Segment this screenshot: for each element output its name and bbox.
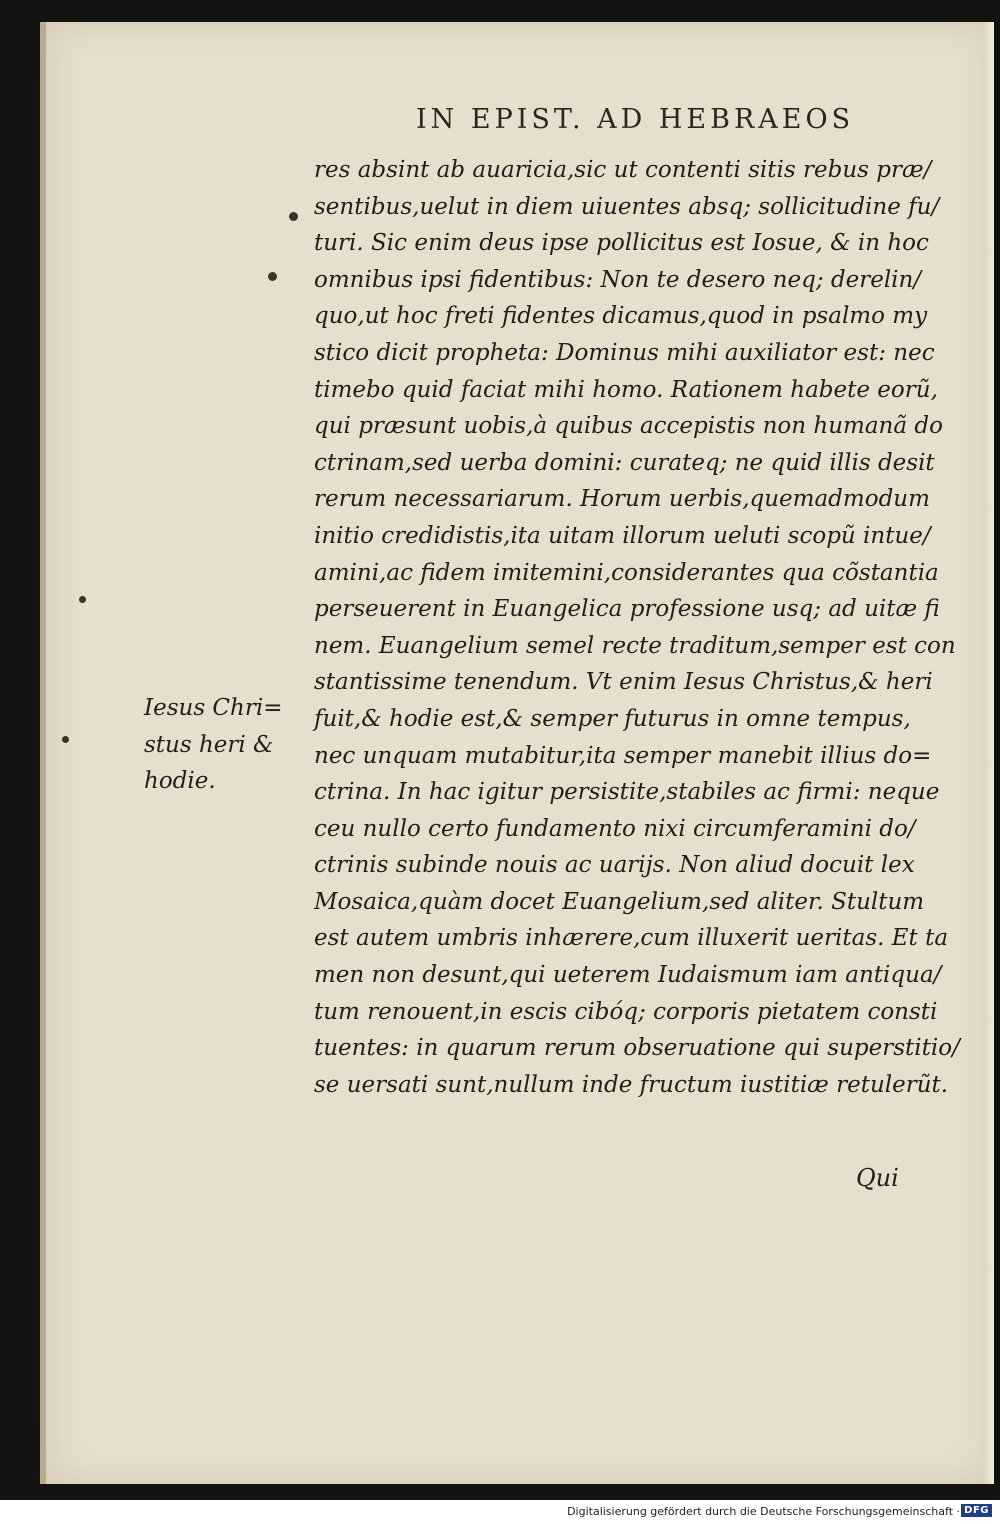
text-line: tum renouent,in escis cibóq; corporis pietatem consti bbox=[314, 998, 938, 1025]
text-line: amini,ac fidem imitemini,considerantes qua cõstantia bbox=[314, 559, 939, 586]
text-line: men non desunt,qui ueterem Iudaismum iam antiqua/ bbox=[314, 962, 942, 989]
text-line: se uersati sunt,nullum inde fructum iustitiæ retulerũt. bbox=[314, 1071, 949, 1098]
text-line: turi. Sic enim deus ipse pollicitus est Iosue, & in hoc bbox=[314, 230, 929, 257]
page-edge bbox=[984, 22, 994, 1484]
margin-dot-mark bbox=[268, 272, 277, 281]
text-line: rerum necessariarum. Horum uerbis,quemadmodum bbox=[314, 486, 930, 513]
margin-dot-mark bbox=[62, 736, 69, 743]
text-line: ctrinis subinde nouis ac uarijs. Non aliud docuit lex bbox=[314, 852, 915, 879]
text-line: initio credidistis,ita uitam illorum ueluti scopũ intue/ bbox=[314, 522, 931, 549]
footer-credit: Digitalisierung gefördert durch die Deutsche Forschungsgemeinschaft · bbox=[567, 1505, 960, 1518]
text-line: perseuerent in Euangelica professione usq; ad uitæ fi bbox=[314, 596, 940, 623]
text-line: tuentes: in quarum rerum obseruatione qui superstitio/ bbox=[314, 1035, 960, 1062]
dfg-logo: DFG bbox=[961, 1504, 992, 1517]
text-line: stantissime tenendum. Vt enim Iesus Christus,& heri bbox=[314, 669, 933, 696]
text-line: est autem umbris inhærere,cum illuxerit ueritas. Et ta bbox=[314, 925, 949, 952]
text-line: omnibus ipsi fidentibus: Non te desero neq; derelin/ bbox=[314, 266, 922, 293]
running-head: IN EPIST. AD HEBRAEOS bbox=[416, 104, 855, 135]
text-line: fuit,& hodie est,& semper futurus in omne tempus, bbox=[314, 705, 911, 732]
text-line: quo,ut hoc freti fidentes dicamus,quod in psalmo my bbox=[314, 303, 928, 330]
text-line: ctrinam,sed uerba domini: curateq; ne quid illis desit bbox=[314, 449, 935, 476]
marginal-note bbox=[144, 690, 304, 800]
text-line: nec unquam mutabitur,ita semper manebit illius do= bbox=[314, 742, 932, 769]
text-line: stico dicit propheta: Dominus mihi auxiliator est: nec bbox=[314, 339, 935, 366]
margin-dot-mark bbox=[79, 596, 86, 603]
catchword: Qui bbox=[856, 1164, 899, 1192]
marginal-line: Iesus Chri= bbox=[144, 695, 283, 721]
text-line: ctrina. In hac igitur persistite,stabiles ac firmi: neque bbox=[314, 779, 940, 806]
digitization-footer bbox=[0, 1500, 1000, 1524]
book-page bbox=[40, 22, 994, 1484]
text-line: qui præsunt uobis,à quibus accepistis non humanã do bbox=[314, 413, 943, 440]
text-line: Mosaica,quàm docet Euangelium,sed aliter. Stultum bbox=[314, 888, 925, 915]
text-line: res absint ab auaricia,sic ut contenti sitis rebus præ/ bbox=[314, 157, 932, 183]
marginal-line: stus heri & bbox=[144, 731, 274, 758]
text-line: sentibus,uelut in diem uiuentes absq; sollicitudine fu/ bbox=[314, 193, 940, 220]
margin-dot-mark bbox=[289, 212, 298, 221]
body-text bbox=[314, 152, 960, 1103]
text-line: nem. Euangelium semel recte traditum,semper est con bbox=[314, 632, 956, 659]
text-line: timebo quid faciat mihi homo. Rationem habete eorũ, bbox=[314, 376, 938, 403]
marginal-line: hodie. bbox=[144, 768, 216, 795]
text-line: ceu nullo certo fundamento nixi circumferamini do/ bbox=[314, 815, 916, 842]
